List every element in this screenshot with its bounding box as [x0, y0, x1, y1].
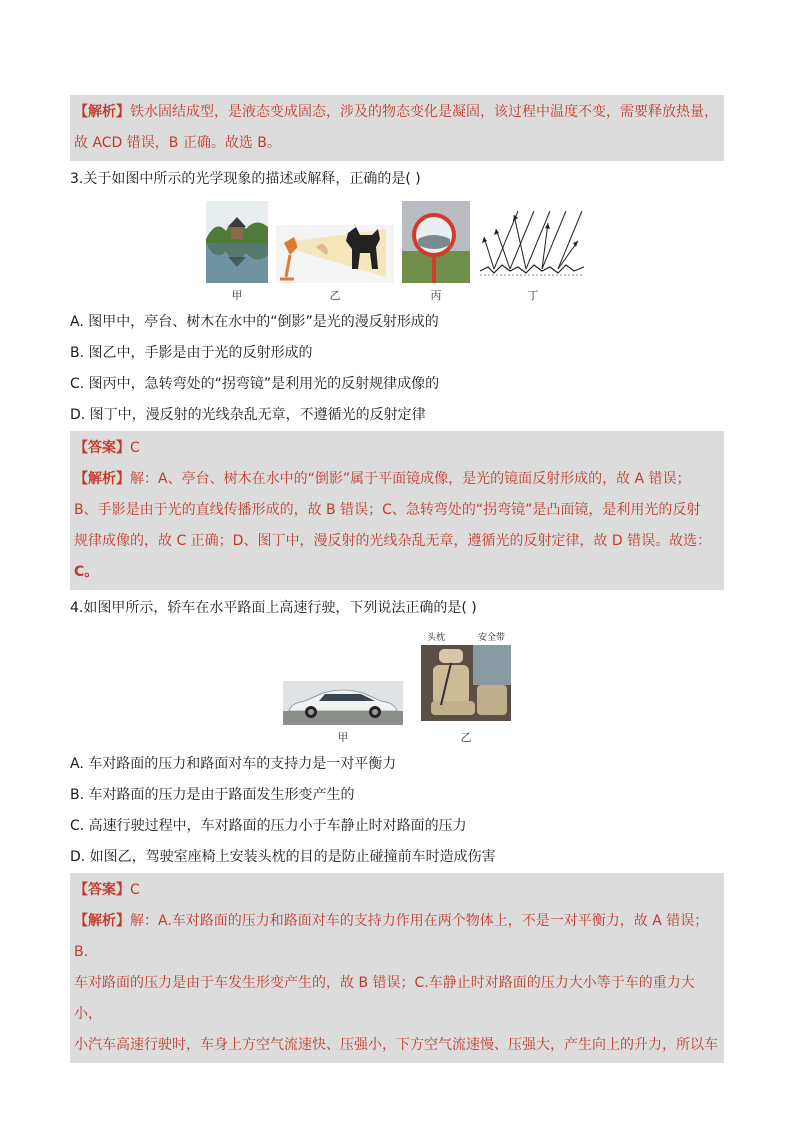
q4-option-b: B. 车对路面的压力是由于路面发生形变产生的 [70, 787, 355, 803]
convex-mirror-image [402, 201, 470, 283]
q4-stem: 4.如图甲所示，轿车在水平路面上高速行驶，下列说法正确的是( ) [70, 600, 477, 616]
caption-jia: 甲 [231, 289, 243, 302]
figure-ding [478, 201, 588, 303]
caption-car-jia: 甲 [337, 731, 349, 744]
q3-option-b: B. 图乙中，手影是由于光的反射形成的 [70, 345, 313, 361]
analysis-tag: 【解析】 [74, 913, 130, 929]
q4-answer-box [70, 873, 724, 1063]
figure-bing [402, 201, 470, 303]
answer-tag: 【答案】 [74, 882, 130, 898]
analysis-text: 解：A.车对路面的压力和路面对车的支持力作用在两个物体上，不是一对平衡力，故 A 错误；B. [74, 913, 709, 960]
q3-answer-box [70, 431, 724, 590]
q3-answer-line [74, 433, 720, 464]
analysis-text: 铁水固结成型，是液态变成固态，涉及的物态变化是凝固，该过程中温度不变，需要释放热量， [130, 104, 718, 120]
q3-option-d: D. 图丁中，漫反射的光线杂乱无章，不遵循光的反射定律 [70, 407, 426, 423]
figure-jia [206, 201, 268, 303]
figure-yi [276, 225, 394, 303]
figure-car [283, 681, 403, 745]
sedan-image [283, 681, 403, 725]
q3-analysis-line3: 规律成像的，故 C 正确；D、图丁中，漫反射的光线杂乱无章，遵循光的反射定律，故 D 错误。故选： [74, 533, 712, 549]
analysis-tag: 【解析】 [74, 471, 130, 487]
q4-analysis-line2: 车对路面的压力是由于车发生形变产生的，故 B 错误；C.车静止时对路面的压力大小等于车的重力大小， [74, 975, 695, 1022]
hand-shadow-image [276, 225, 394, 283]
car-seat-image [421, 645, 511, 721]
label-headrest: 头枕 [427, 633, 446, 643]
caption-bing: 丙 [430, 289, 442, 302]
answer-value: C [130, 440, 140, 456]
q4-option-d: D. 如图乙，驾驶室座椅上安装头枕的目的是防止碰撞前车时造成伤害 [70, 849, 496, 865]
q4-analysis-line3: 小汽车高速行驶时，车身上方空气流速快、压强小，下方空气流速慢、压强大，产生向上的升力，所以车 [74, 1037, 718, 1053]
q3-stem: 3.关于如图中所示的光学现象的描述或解释，正确的是( ) [70, 171, 421, 187]
answer-value: C [130, 882, 140, 898]
q3-figures [70, 201, 724, 303]
q4-answer-line [74, 875, 720, 906]
answer-tag: 【答案】 [74, 440, 130, 456]
seat-labels [421, 630, 511, 645]
q4-option-c: C. 高速行驶过程中，车对路面的压力小于车静止时对路面的压力 [70, 818, 467, 834]
q4-analysis-line1 [74, 906, 720, 968]
q3-option-c: C. 图丙中，急转弯处的“拐弯镜”是利用光的反射规律成像的 [70, 376, 440, 392]
q3-option-a: A. 图甲中，亭台、树木在水中的“倒影”是光的漫反射形成的 [70, 314, 439, 330]
q2-analysis-box [70, 95, 724, 161]
q4-option-a: A. 车对路面的压力和路面对车的支持力是一对平衡力 [70, 756, 397, 772]
pavilion-reflection-image [206, 201, 268, 283]
q3-analysis-line4: C。 [74, 564, 99, 580]
q3-analysis-line1 [74, 464, 720, 495]
q2-analysis-line1 [74, 97, 720, 128]
seat-figure-wrap [421, 630, 511, 725]
q3-analysis-line2: B、手影是由于光的直线传播形成的，故 B 错误；C、急转弯处的“拐弯镜”是凸面镜，是利用光的反射 [74, 502, 701, 518]
caption-seat-yi: 乙 [460, 731, 472, 744]
caption-ding: 丁 [527, 289, 539, 302]
q2-analysis-line2: 故 ACD 错误，B 正确。故选 B。 [74, 135, 281, 151]
caption-yi: 乙 [329, 289, 341, 302]
diffuse-reflection-diagram [478, 201, 588, 283]
label-seatbelt: 安全带 [477, 633, 505, 643]
figure-seat [421, 630, 511, 745]
document-page [70, 95, 724, 1063]
analysis-text: 解：A、亭台、树木在水中的“倒影”属于平面镜成像，是光的镜面反射形成的，故 A 错误； [130, 471, 691, 487]
q4-figures [70, 630, 724, 745]
analysis-tag: 【解析】 [74, 104, 130, 120]
